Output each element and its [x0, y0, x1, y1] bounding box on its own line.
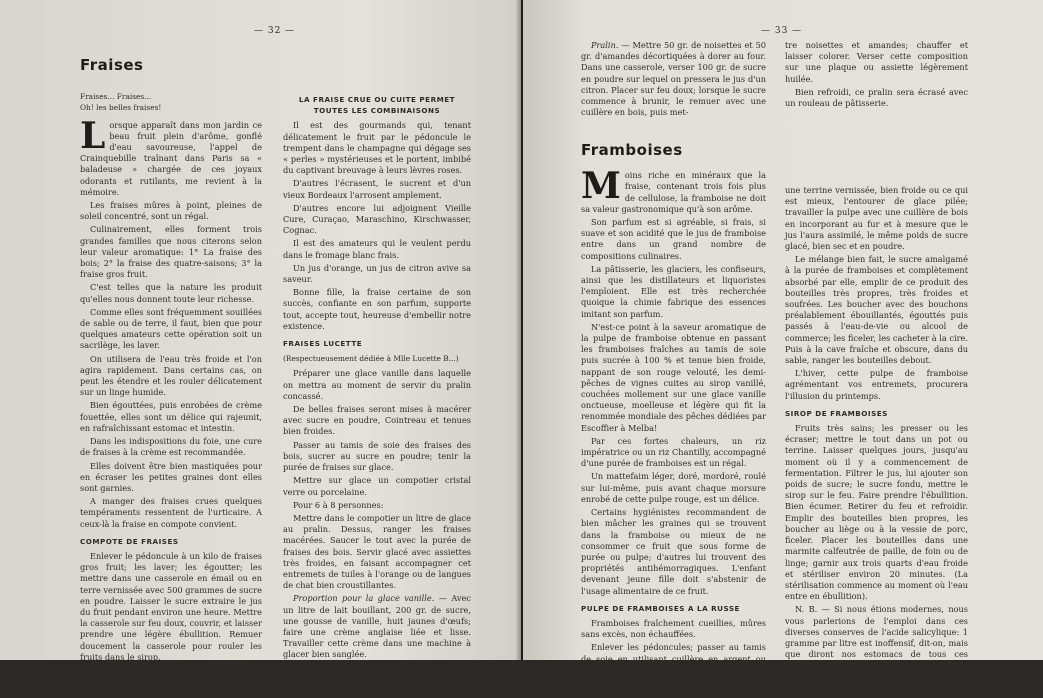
drop-cap-l: L [80, 114, 106, 157]
left-page [0, 0, 521, 687]
lucette-paragraph: Pour 6 à 8 personnes: [293, 499, 384, 510]
fraises-paragraph: Dans les indispositions du foie, une cure de fraises à la crème est recommandée. [80, 436, 262, 458]
pralin-column [581, 40, 766, 120]
framboises-paragraph: N'est-ce point à la saveur aromatique de la pulpe de framboise obtenue en passant les framboises fraîches au tamis de soie puis sucrée à 100 % et tenue bien froide, nappant de son rouge velouté, les demi-pêches de vignes cuites au sirop vanillé, couchées mollement sur une glace vanille onctueuse, moelleuse et légère qui fit la renommée mondiale des pêches dédiées par Escoffier à Melba! [581, 321, 766, 433]
compote-paragraph: Enlever le pédoncule à un kilo de fraises gros fruit; les laver; les égoutter; les mettre dans une casserole en émail ou en terre vernissée avec 500 grammes de sucre en poudre. Laisser le sucre extraire le jus du fruit pendant environ une heure. Mettre la casserole sur feu doux, couvrir, et laisser prendre une légère ébullition. Remuer doucement la casserole pour rouler les fruits dans le sirop. [80, 550, 262, 662]
combinaisons-paragraph: Il est des gourmands qui, tenant délicatement le fruit par le pédoncule le trempent dans le champagne qui dégage ses « perles » mystérieuses et le portent, imbibé du captivant breuvage à leurs lèvres roses. [283, 120, 471, 176]
compote-heading: COMPOTE DE FRAISES [80, 536, 179, 546]
framboises-title: Framboises [581, 141, 683, 159]
combinaisons-paragraph: D'autres encore lui adjoignent Vieille Cure, Curaçao, Maraschino, Kirschwasser, Cognac. [283, 202, 471, 236]
lucette-paragraph: Préparer une glace vanille dans laquelle on mettra au moment de servir du pralin concassé. [283, 368, 471, 401]
pulpe-continued-paragraph: une terrine vernissée, bien froide ou ce qui est mieux, l'entourer de glace pilée; travailler la pulpe avec une cuillère de bois en incorporant au fur et à mesure que le jus l'aura assimilé, le même poids de sucre glacé, bien sec et en poudre. [785, 185, 968, 252]
lucette-dedication: (Respectueusement dédiée à Mlle Lucette B...) [283, 354, 459, 364]
fraises-intro: Lorsque apparaît dans mon jardin ce beau fruit plein d'arôme, gonflé d'eau savoureuse, l'appel de Crainquebille traînant dans Paris sa « baladeuse » chargée de ces joyaux odorants et rutilants, me revient à la mémoire. [80, 114, 262, 197]
page-number-right: — 33 — [761, 26, 803, 36]
epigraph-line-2: Oh! les belles fraises! [80, 103, 162, 113]
combinaisons-paragraph: Bonne fille, la fraise certaine de son succès, confiante en son parfum, supporte tout, accepte tout, heureuse d'embellir notre existence. [283, 287, 471, 331]
lucette-paragraph: De belles fraises seront mises à macérer avec sucre en poudre, Cointreau et tenues bien froides. [283, 404, 471, 437]
fraises-paragraph: On utilisera de l'eau très froide et l'on agira rapidement. Dans certains cas, on peut les étendre et les rouler délicatement sur un linge humide. [80, 353, 262, 398]
sirop-paragraph: N. B. — Si nous étions modernes, nous vous parlerions de l'emploi dans ces diverses conserves de l'acide salicylique: 1 gramme par litre est inoffensif, dit-on, mais que diront nos estomacs de tous ces produits dits conserveurs ou améliorants !... [785, 604, 968, 682]
sirop-heading: SIROP DE FRAMBOISES [785, 408, 888, 418]
combinaisons-heading: LA FRAISE CRUE OU CUITE PERMET TOUTES LES COMBINAISONS [298, 95, 456, 116]
sirop-paragraph: Fruits très sains; les presser ou les écraser; mettre le tout dans un pot ou terrine. Laisser quelques jours, jusqu'au moment où il y a commencement de fermentation. Filtrer le jus, lui ajouter son poids de sucre; le sucre fondu, mettre le sirop sur le feu. Faire prendre l'ébullition. Bien écumer. Retirer du feu et refroidir. Emplir des bouteilles bien propres, les boucher au liège ou à la vessie de porc, ficeler. Placer les bouteilles dans une marmite calfeutrée de paille, de foin ou de linge; garnir aux trois quarts d'eau froide et stériliser environ 20 minutes. (La stérilisation commence au moment où l'eau entre en ébullition). [785, 423, 968, 602]
sirop-column [785, 185, 968, 698]
sirop-paragraph: Mieux vaut s'en passer, pensons-nous. [795, 684, 954, 695]
pulpe-russe-heading: PULPE DE FRAMBOISES A LA RUSSE [581, 603, 740, 613]
glace-vanille-label: Proportion pour la glace vanille. [293, 593, 435, 604]
lucette-paragraph: Mettre sur glace un compotier cristal verre ou porcelaine. [283, 475, 471, 497]
fraises-paragraph: Elles doivent être bien mastiquées pour en écraser les petites graines dont elles sont garnies. [80, 460, 262, 493]
pulpe-continued-paragraph: Le mélange bien fait, le sucre amalgamé à la purée de framboises et complètement absorbé par elle, emplir de ce produit des bouteilles très propres, très froides et soufrées. Les boucher avec des bouchons préalablement ébouillantés, égouttés puis passés à l'eau-de-vie ou alcool de commerce; les ficeler, les cacheter à la cire. Puis à la cave fraîche et obscure, dans du sable, ranger les bouteilles debout. [785, 254, 968, 366]
combinaisons-paragraph: Il est des amateurs qui le veulent perdu dans le fromage blanc frais. [283, 238, 471, 260]
fraises-paragraph: C'est telles que la nature les produit qu'elles nous donnent toute leur richesse. [80, 282, 262, 304]
pralin-continued-column [785, 40, 968, 111]
fraises-column [80, 56, 262, 689]
pulpe-russe-paragraph: Enlever les pédoncules; passer au tamis de soie en utilisant cuillère en argent ou champignon de bois. Peser la purée obtenue; la mettre dans [581, 642, 766, 686]
pralin-continued-paragraph: tre noisettes et amandes; chauffer et laisser colorer. Verser cette composition sur une plaque ou assiette légèrement huilée. [785, 40, 968, 84]
fraises-paragraph: Culinairement, elles forment trois grandes familles que nous citerons selon leur valeur aromatique: 1° La fraise des bois; 2° la fraise des quatre-saisons; 3° la fraise gros fruit. [80, 224, 262, 280]
fraises-paragraph: Les fraises mûres à point, pleines de soleil concentré, sont un régal. [80, 200, 262, 222]
framboises-paragraph: Par ces fortes chaleurs, un riz impératrice ou un riz Chantilly, accompagné d'une purée de framboises est un régal. [581, 435, 766, 469]
framboises-column [581, 141, 766, 689]
framboises-paragraph: Certains hygiénistes recommandent de bien mâcher les graines qui se trouvent dans la framboise ou mieux de ne consommer ce fruit que sous forme de purée ou pulpe; d'autres lui trouvent des propriétés antihémorragiques. L'enfant devenant jeune fille doit s'abstenir de l'usage alimentaire de ce fruit. [581, 507, 766, 596]
framboises-paragraph: Son parfum est si agréable, si frais, si suave et son acidité que le jus de framboise entre dans un grand nombre de compositions culinaires. [581, 217, 766, 261]
fraises-title: Fraises [80, 56, 144, 74]
compote-paragraph: Quelques minutes de cuisson suffisent. Mettre à refroidir. [80, 664, 262, 687]
fraises-paragraph: A manger des fraises crues quelques tempéraments ressentent de l'urticaire. A ceux-là la fraise en compote convient. [80, 496, 262, 529]
pralin-paragraph: Pralin. — Mettre 50 gr. de noisettes et 50 gr. d'amandes décortiquées à dorer au four. Dans une casserole, verser 100 gr. de sucre en poudre sur lequel on pressera le jus d'un citron. Placer sur feu doux; lorsque le sucre commence à brunir, le remuer avec une cuillère en bois, puis met- [581, 40, 766, 118]
combinaisons-paragraph: Un jus d'orange, un jus de citron avive sa saveur. [283, 262, 471, 285]
right-page [523, 0, 1043, 695]
fraises-paragraph: Comme elles sont fréquemment souillées de sable ou de terre, il faut, bien que pour quelques amateurs cette opération soit un sacrilège, les laver. [80, 306, 262, 351]
framboises-paragraph: Un mattefaim léger, doré, mordoré, roulé sur lui-même, puis avant chaque morsure enrobé de cette pulpe rouge, est un délice. [581, 471, 766, 504]
framboises-intro: Moins riche en minéraux que la fraise, contenant trois fois plus de cellulose, la framboise ne doit sa valeur gastronomique qu'à son arôme. [581, 165, 766, 214]
pulpe-russe-paragraph: Framboises fraîchement cueillies, mûres sans excès, non échauffées. [581, 617, 766, 640]
epigraph-line-1: Fraises... Fraises... [80, 92, 152, 102]
lucette-paragraph: Mettre dans le compotier un litre de glace au pralin. Dessus, ranger les fraises macérées. Saucer le tout avec la purée de fraises des bois. Servir glacé avec assiettes très froides, en faisant accompagner cet entremets de tuiles à l'orange ou de langues de chat bien croustillantes. [283, 512, 471, 591]
framboises-paragraph: La pâtisserie, les glaciers, les confiseurs, ainsi que les distillateurs et liquoristes l'emploient. Elle est très recherchée quoique la chimie fabrique des essences imitant son parfum. [581, 263, 766, 319]
page-number-left: — 32 — [254, 26, 296, 36]
fraises-paragraph: Bien égouttées, puis enrobées de crème fouettée, elles sont un délice qui rajeunit, en rafraîchissant estomac et intestin. [80, 400, 262, 433]
glace-vanille-paragraph: Proportion pour la glace vanille. — Avec un litre de lait bouillant, 200 gr. de sucre, une gousse de vanille, huit jaunes d'œufs; faire une crème anglaise liée et lisse. Travailler cette crème dans une machine à glacer bien sanglée. [283, 593, 471, 660]
pralin-label: Pralin. [591, 40, 619, 50]
lucette-heading: FRAISES LUCETTE [283, 339, 363, 349]
drop-cap-m: M [581, 165, 621, 208]
pralin-continued-paragraph: Bien refroidi, ce pralin sera écrasé avec un rouleau de pâtisserie. [785, 86, 968, 109]
combinaisons-paragraph: D'autres l'écrasent, le sucrent et d'un vieux Bordeaux l'arrosent amplement. [283, 178, 471, 200]
combinaisons-column [283, 88, 471, 663]
lucette-paragraph: Passer au tamis de soie des fraises des bois, sucrer au sucre en poudre; tenir la purée de fraises sur glace. [283, 439, 471, 473]
pulpe-continued-paragraph: L'hiver, cette pulpe de framboise agrémentant vos entremets, procurera l'illusion du printemps. [785, 368, 968, 401]
